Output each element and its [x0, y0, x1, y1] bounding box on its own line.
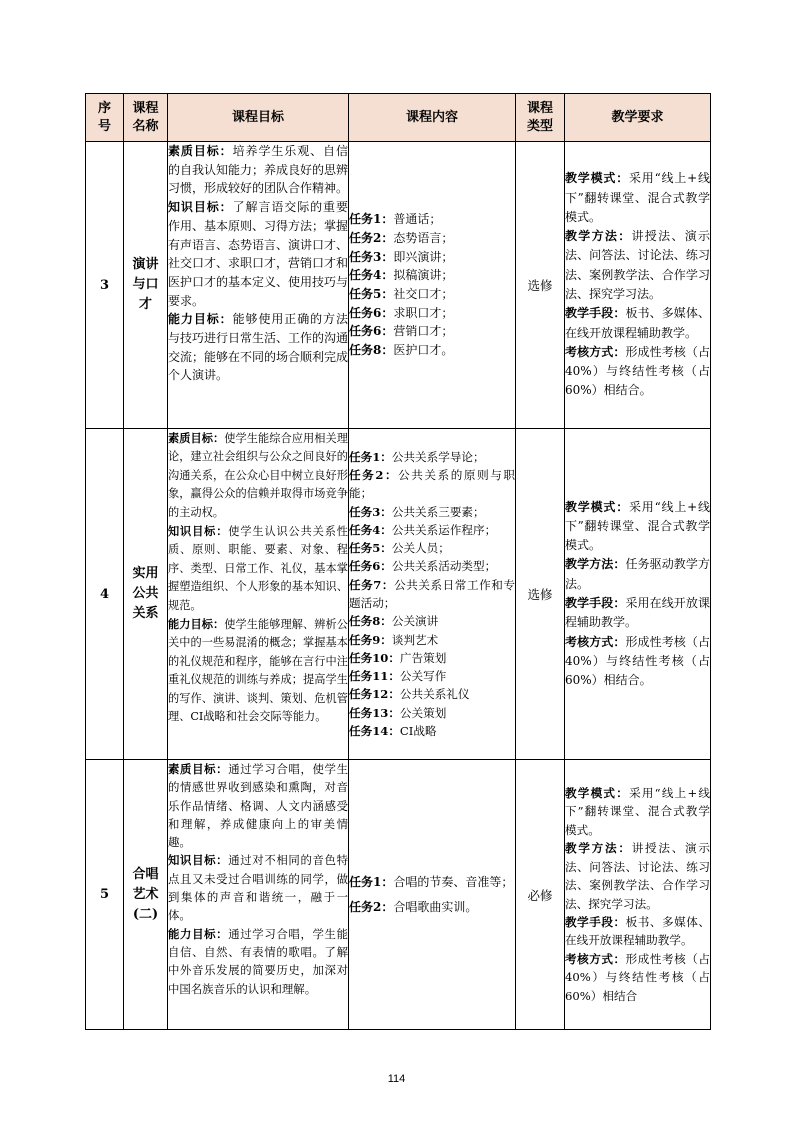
task-text: 合唱的节奏、音准等； [393, 874, 514, 889]
requirement-label: 考核方式： [565, 951, 626, 966]
objective-label: 能力目标： [168, 617, 225, 632]
course-name-text: 演讲与口才 [132, 257, 159, 312]
requirement-label: 考核方式： [565, 634, 626, 649]
course-content [349, 760, 516, 1030]
course-name [124, 429, 168, 760]
requirement-label: 教学方法： [565, 841, 632, 856]
header-no [86, 94, 124, 142]
task-text: 公共关系运作程序； [391, 522, 497, 537]
task-label: 任务4： [349, 522, 392, 537]
objective-text: 培养学生乐观、自信的自我认知能力；养成良好的思辨习惯，形成较好的团队合作精神。 [168, 144, 349, 196]
course-objectives [168, 429, 349, 760]
requirement-label: 教学方法： [565, 557, 626, 572]
objective-item [168, 925, 348, 998]
requirement-text: 板书、多媒体、在线开放课程辅助教学。 [565, 306, 710, 340]
header-requirements: 教学要求 [565, 94, 711, 142]
task-text: 公关人员； [391, 541, 450, 556]
task-text: 公共关系三要素； [391, 504, 485, 519]
requirement-label: 教学方法： [565, 229, 632, 244]
task-label: 任务2： [349, 230, 394, 245]
requirement-item [565, 950, 710, 1005]
requirement-item [565, 633, 710, 691]
objective-text: 使学生能综合应用相关理论，建立社会组织与公众之间良好的沟通关系，在公众心目中树立良好形象，赢得公众的信赖并取得市场竞争的主动权。 [168, 432, 348, 519]
task-item [349, 448, 515, 466]
course-name [124, 142, 168, 429]
task-item [349, 704, 515, 722]
task-item [349, 667, 515, 685]
requirement-label: 教学手段： [565, 596, 626, 610]
task-label: 任务14： [349, 724, 400, 739]
requirement-item [565, 839, 710, 913]
course-name-text: 合唱艺术(二) [132, 866, 159, 922]
task-label: 任务8： [349, 614, 392, 629]
requirement-text: 采用“线上+线下”翻转课堂、混合式教学模式。 [565, 786, 710, 837]
task-text: 公共关系学导论； [391, 449, 485, 464]
objective-item [168, 429, 348, 522]
requirement-text: 采用“线上+线下”翻转课堂、混合式教学模式。 [565, 171, 710, 224]
task-item [349, 322, 515, 341]
task-label: 任务13： [349, 705, 400, 720]
objective-item [168, 310, 348, 385]
requirement-text: 形成性考核（占40%）与终结性考核（占60%）相结合 [565, 951, 710, 1003]
objective-item [168, 760, 348, 851]
course-table [85, 93, 711, 1030]
task-label: 任务1： [349, 449, 392, 464]
objective-item [168, 142, 348, 198]
teaching-requirements [565, 142, 711, 429]
task-item [349, 649, 515, 667]
task-text: 公关写作 [399, 669, 447, 684]
task-text: 普通话； [393, 212, 442, 227]
task-item [349, 873, 515, 892]
page-number: 114 [387, 1073, 406, 1085]
header-row [86, 94, 711, 142]
task-label: 任务12： [349, 687, 400, 702]
objective-label: 能力目标： [168, 312, 233, 327]
course-type: 必修 [516, 760, 565, 1030]
header-type-text: 课程类型 [526, 100, 553, 134]
course-objectives [168, 142, 349, 429]
objective-label: 知识目标： [168, 524, 229, 539]
task-item [349, 685, 515, 703]
objective-item [168, 198, 348, 310]
task-text: 公关策划 [399, 705, 447, 720]
task-text: 营销口才； [393, 324, 454, 339]
objective-text: 使学生能够理解、辨析公关中的一些易混淆的概念；掌握基本的礼仪规范和程序，能够在言行中注重礼仪规范的训练与养成；提高学生的写作、演讲、谈判、策划、危机管理、CI战略和社会交际等能力。 [168, 618, 348, 724]
requirement-label: 考核方式： [565, 344, 626, 359]
task-text: 公共关系活动类型； [391, 559, 497, 574]
requirement-label: 教学手段： [565, 914, 626, 929]
task-text: 求职口才； [393, 305, 454, 320]
requirement-label: 教学模式： [565, 171, 629, 186]
objective-item [168, 522, 348, 615]
task-item [349, 539, 515, 557]
header-objectives: 课程目标 [168, 94, 349, 142]
task-label: 任务6： [349, 305, 394, 320]
course-name [124, 760, 168, 1030]
requirement-item [565, 343, 710, 401]
requirement-text: 形成性考核（占40%）与终结性考核（占60%）相结合。 [565, 634, 710, 688]
requirement-item [565, 304, 710, 343]
objective-text: 了解言语交际的重要作用、基本原则、习得方法；掌握有声语言、态势语言、演讲口才、社交口才、求职口才，营销口才和医护口才的基本定义、使用技巧与要求。 [168, 200, 349, 308]
task-item [349, 285, 515, 304]
requirement-item [565, 169, 710, 227]
requirement-text: 讲授法、演示法、问答法、讨论法、练习法、案例教学法、合作学习法、探究学习法。 [565, 229, 710, 301]
objective-label: 能力目标： [168, 926, 229, 941]
requirement-label: 教学手段： [565, 306, 626, 321]
task-text: 公共关系的原则与职能； [349, 467, 515, 501]
task-label: 任务9： [349, 632, 392, 647]
task-item [349, 521, 515, 539]
requirement-text: 任务驱动教学方法。 [565, 557, 710, 591]
task-text: 医护口才。 [393, 343, 454, 358]
task-label: 任务11： [349, 669, 400, 684]
task-label: 任务5： [349, 541, 392, 556]
course-content [349, 142, 516, 429]
table-row [86, 142, 711, 429]
task-label: 任务1： [349, 212, 394, 227]
objective-text: 通过对不相同的音色特点且又未受过合唱训练的同学，做到集体的声音和谐统一，融于一体。 [168, 853, 348, 923]
course-objectives [168, 760, 349, 1030]
course-content [349, 429, 516, 760]
task-item [349, 557, 515, 575]
task-label: 任务5： [349, 287, 394, 301]
task-text: 公共关系礼仪 [399, 687, 470, 702]
requirement-label: 教学模式： [565, 499, 629, 514]
task-item [349, 210, 515, 229]
header-type [516, 94, 565, 142]
task-label: 任务4： [349, 268, 394, 283]
header-name-text: 课程名称 [132, 100, 159, 134]
table-row [86, 760, 711, 1030]
task-label: 任务10： [349, 650, 400, 665]
requirement-label: 教学模式： [565, 786, 630, 801]
task-text: 谈判艺术 [391, 632, 439, 647]
task-label: 任务6： [349, 559, 392, 574]
teaching-requirements [565, 429, 711, 760]
objective-label: 知识目标： [168, 200, 233, 215]
task-text: CI战略 [399, 724, 437, 739]
header-no-text: 序号 [97, 100, 111, 134]
task-item [349, 229, 515, 248]
requirement-item [565, 913, 710, 950]
requirement-item [565, 555, 710, 594]
task-text: 拟稿演讲； [393, 268, 454, 283]
requirement-item [565, 594, 710, 633]
header-content: 课程内容 [349, 94, 516, 142]
requirement-text: 板书、多媒体、在线开放课程辅助教学。 [565, 914, 710, 948]
objective-label: 素质目标： [168, 762, 229, 776]
objective-label: 知识目标： [168, 853, 229, 868]
requirement-text: 采用在线开放课程辅助教学。 [565, 596, 710, 630]
course-type: 选修 [516, 429, 565, 760]
task-item [349, 503, 515, 521]
objective-text: 通过学习合唱，学生能自信、自然、有表情的歌唱。了解中外音乐发展的简要历史，加深对中国名族音乐的认识和理解。 [168, 926, 348, 996]
objective-item [168, 615, 348, 726]
row-number: 5 [86, 760, 124, 1030]
requirement-item [565, 498, 710, 556]
task-item [349, 266, 515, 285]
task-text: 公共关系日常工作和专题活动； [349, 577, 515, 610]
task-text: 公关演讲 [391, 614, 439, 629]
teaching-requirements [565, 760, 711, 1030]
header-name [124, 94, 168, 142]
requirement-item [565, 227, 710, 304]
task-label: 任务2： [349, 899, 394, 914]
task-label: 任务8： [349, 343, 394, 358]
task-label: 任务3： [349, 249, 394, 264]
row-number: 4 [86, 429, 124, 760]
objective-item [168, 851, 348, 924]
requirement-item [565, 784, 710, 839]
objective-text: 能够使用正确的方法与技巧进行日常生活、工作的沟通交流；能够在不同的场合顺利完成个人演讲。 [168, 312, 349, 383]
task-label: 任务2： [349, 467, 399, 482]
task-item [349, 248, 515, 267]
task-text: 合唱歌曲实训。 [393, 899, 478, 914]
task-item [349, 466, 515, 503]
task-item [349, 722, 515, 740]
objective-label: 素质目标： [168, 431, 225, 445]
task-item [349, 898, 515, 917]
task-label: 任务6： [349, 324, 394, 339]
task-label: 任务3： [349, 504, 392, 519]
requirement-text: 采用“线上+线下”翻转课堂、混合式教学模式。 [565, 499, 710, 553]
course-name-text: 实用公共关系 [132, 566, 159, 621]
task-item [349, 631, 515, 649]
task-text: 社交口才； [393, 287, 454, 301]
task-label: 任务1： [349, 874, 394, 889]
objective-text: 使学生认识公共关系性质、原则、职能、要素、对象、程序、类型、日常工作、礼仪，基本掌握塑造组织、个人形象的基本知识、规范。 [168, 525, 348, 612]
task-label: 任务7： [349, 577, 395, 592]
row-number: 3 [86, 142, 124, 429]
requirement-text: 讲授法、演示法、问答法、讨论法、练习法、案例教学法、合作学习法、探究学习法。 [565, 841, 710, 911]
objective-text: 通过学习合唱，使学生的情感世界收到感染和熏陶，对音乐作品情绪、格调、人文内涵感受和理解，养成健康向上的审美情趣。 [168, 762, 348, 850]
task-text: 广告策划 [399, 650, 447, 665]
task-text: 即兴演讲； [393, 249, 454, 264]
requirement-text: 形成性考核（占40%）与终结性考核（占60%）相结合。 [565, 344, 710, 398]
task-item [349, 612, 515, 630]
task-text: 态势语言； [393, 230, 454, 245]
task-item [349, 576, 515, 613]
objective-label: 素质目标： [168, 144, 233, 158]
task-item [349, 341, 515, 360]
table-row [86, 429, 711, 760]
course-type: 选修 [516, 142, 565, 429]
task-item [349, 304, 515, 323]
